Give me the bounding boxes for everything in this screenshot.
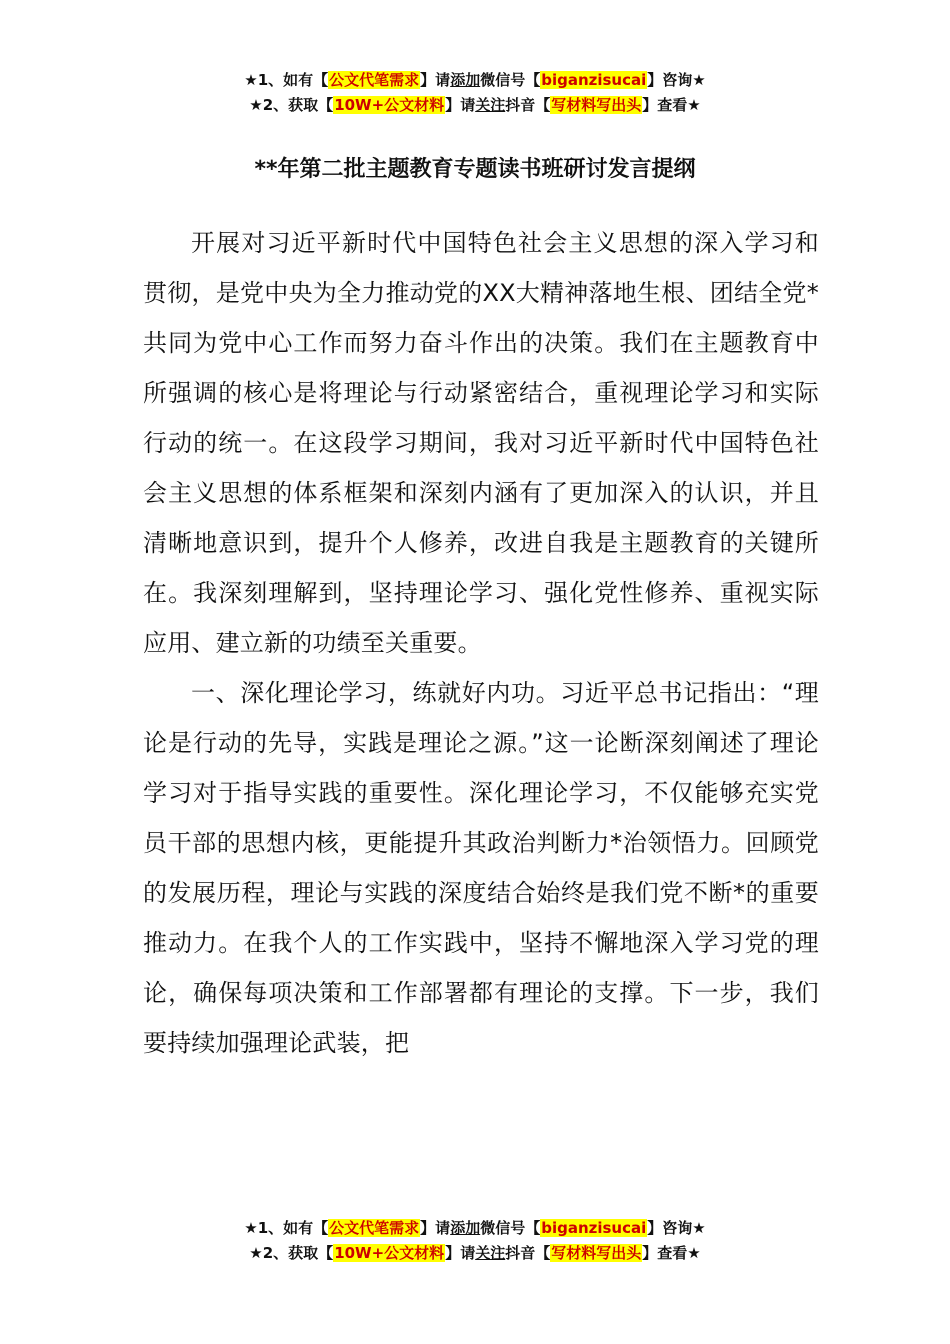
- banner-wechat-id: biganzisucai: [541, 71, 647, 89]
- banner-line-2: ★2、获取【10W+公文材料】请关注抖音【写材料写出头】查看★: [249, 1244, 701, 1262]
- banner-line-1: ★1、如有【公文代笔需求】请添加微信号【biganzisucai】咨询★: [244, 1219, 706, 1237]
- document-title: **年第二批主题教育专题读书班研讨发言提纲: [254, 157, 696, 182]
- banner-highlight: 10W+公文材料: [334, 1244, 445, 1262]
- body-paragraph-section-1: 一、深化理论学习，练就好内功。习近平总书记指出：“理论是行动的先导，实践是理论之源。”这一论断深刻阐述了理论学习对于指导实践的重要性。深化理论学习，不仅能够充实党员干部的思想内核，更能提升其政治判断力*治领悟力。回顾党的发展历程，理论与实践的深度结合始终是我们党不断*的重要推动力。在我个人的工作实践中，坚持不懈地深入学习党的理论，确保每项决策和工作部署都有理论的支撑。下一步，我们要持续加强理论武装，把: [143, 679, 819, 1057]
- footer-banner: [0, 1216, 950, 1266]
- banner-line-2: ★2、获取【10W+公文材料】请关注抖音【写材料写出头】查看★: [249, 96, 701, 114]
- banner-douyin-account: 写材料写出头: [551, 1244, 642, 1262]
- body-paragraph-intro: 开展对习近平新时代中国特色社会主义思想的深入学习和贯彻，是党中央为全力推动党的XX大精神落地生根、团结全党*共同为党中心工作而努力奋斗作出的决策。我们在主题教育中所强调的核心是将理论与行动紧密结合，重视理论学习和实际行动的统一。在这段学习期间，我对习近平新时代中国特色社会主义思想的体系框架和深刻内涵有了更加深入的认识，并且清晰地意识到，提升个人修养，改进自我是主题教育的关键所在。我深刻理解到，坚持理论学习、强化党性修养、重视实际应用、建立新的功绩至关重要。: [143, 229, 819, 657]
- header-banner: [0, 68, 950, 118]
- banner-wechat-id: biganzisucai: [541, 1219, 647, 1237]
- banner-highlight: 10W+公文材料: [334, 96, 445, 114]
- document-body: [143, 218, 819, 1068]
- banner-highlight: 公文代笔需求: [329, 1219, 420, 1237]
- banner-line-1: ★1、如有【公文代笔需求】请添加微信号【biganzisucai】咨询★: [244, 71, 706, 89]
- banner-douyin-account: 写材料写出头: [551, 96, 642, 114]
- banner-highlight: 公文代笔需求: [329, 71, 420, 89]
